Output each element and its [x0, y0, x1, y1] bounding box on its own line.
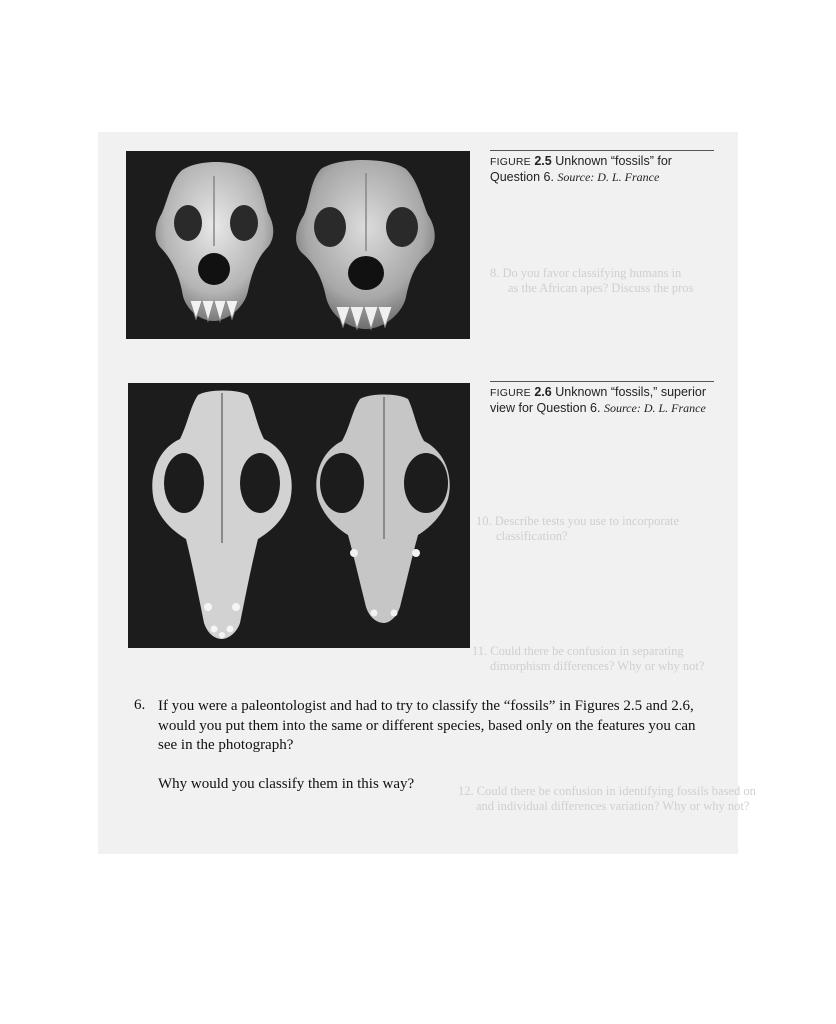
bleed-through-text: 12. Could there be confusion in identifying fossils based on [458, 784, 756, 798]
figure-label: FIGURE [490, 387, 531, 399]
bleed-through-text: and individual differences variation? Why or why not? [476, 799, 750, 813]
question-text: If you were a paleontologist and had to try to classify the “fossils” in Figures 2.5 and 2.6, would you put them into the same or different species, based only on the features you can see in the photograph? [158, 698, 696, 753]
left-skull-superior [152, 391, 291, 640]
figure-title-continued: Question 6. [490, 170, 554, 184]
figure-title-continued: view for Question 6. [490, 401, 601, 415]
figure-title: Unknown “fossils” for [555, 154, 672, 168]
skulls-superior-view-image [128, 383, 470, 648]
bleed-through-text: 10. Describe tests you use to incorporate [476, 514, 680, 528]
bleed-through-text: classification? [496, 529, 568, 543]
figure-2-5-caption [490, 154, 720, 185]
bleed-through-text: 8. Do you favor classifying humans in [490, 266, 682, 280]
right-skull-frontal [296, 160, 435, 329]
figure-source: Source: D. L. France [603, 401, 706, 415]
bleed-through-text: 11. Could there be confusion in separating [472, 644, 684, 658]
figure-number: 2.6 [534, 385, 552, 399]
figure-2-6-caption [490, 385, 726, 416]
figure-2-6-photo [128, 383, 470, 648]
figure-source: Source: D. L. France [557, 170, 660, 184]
figure-number: 2.5 [534, 154, 552, 168]
question-followup: Why would you classify them in this way? [158, 776, 415, 792]
right-skull-superior [316, 395, 449, 624]
figure-2-6-caption-rule [490, 381, 714, 382]
skulls-frontal-view-image [126, 151, 470, 339]
bleed-through-text: dimorphism differences? Why or why not? [490, 659, 705, 673]
figure-2-5-photo [126, 151, 470, 339]
figure-label: FIGURE [490, 156, 531, 168]
left-skull-frontal [156, 162, 274, 321]
figure-title: Unknown “fossils,” superior [555, 385, 706, 399]
figure-2-5-caption-rule [490, 150, 714, 151]
question-number: 6. [134, 697, 146, 713]
bleed-through-text: as the African apes? Discuss the pros [508, 281, 694, 295]
